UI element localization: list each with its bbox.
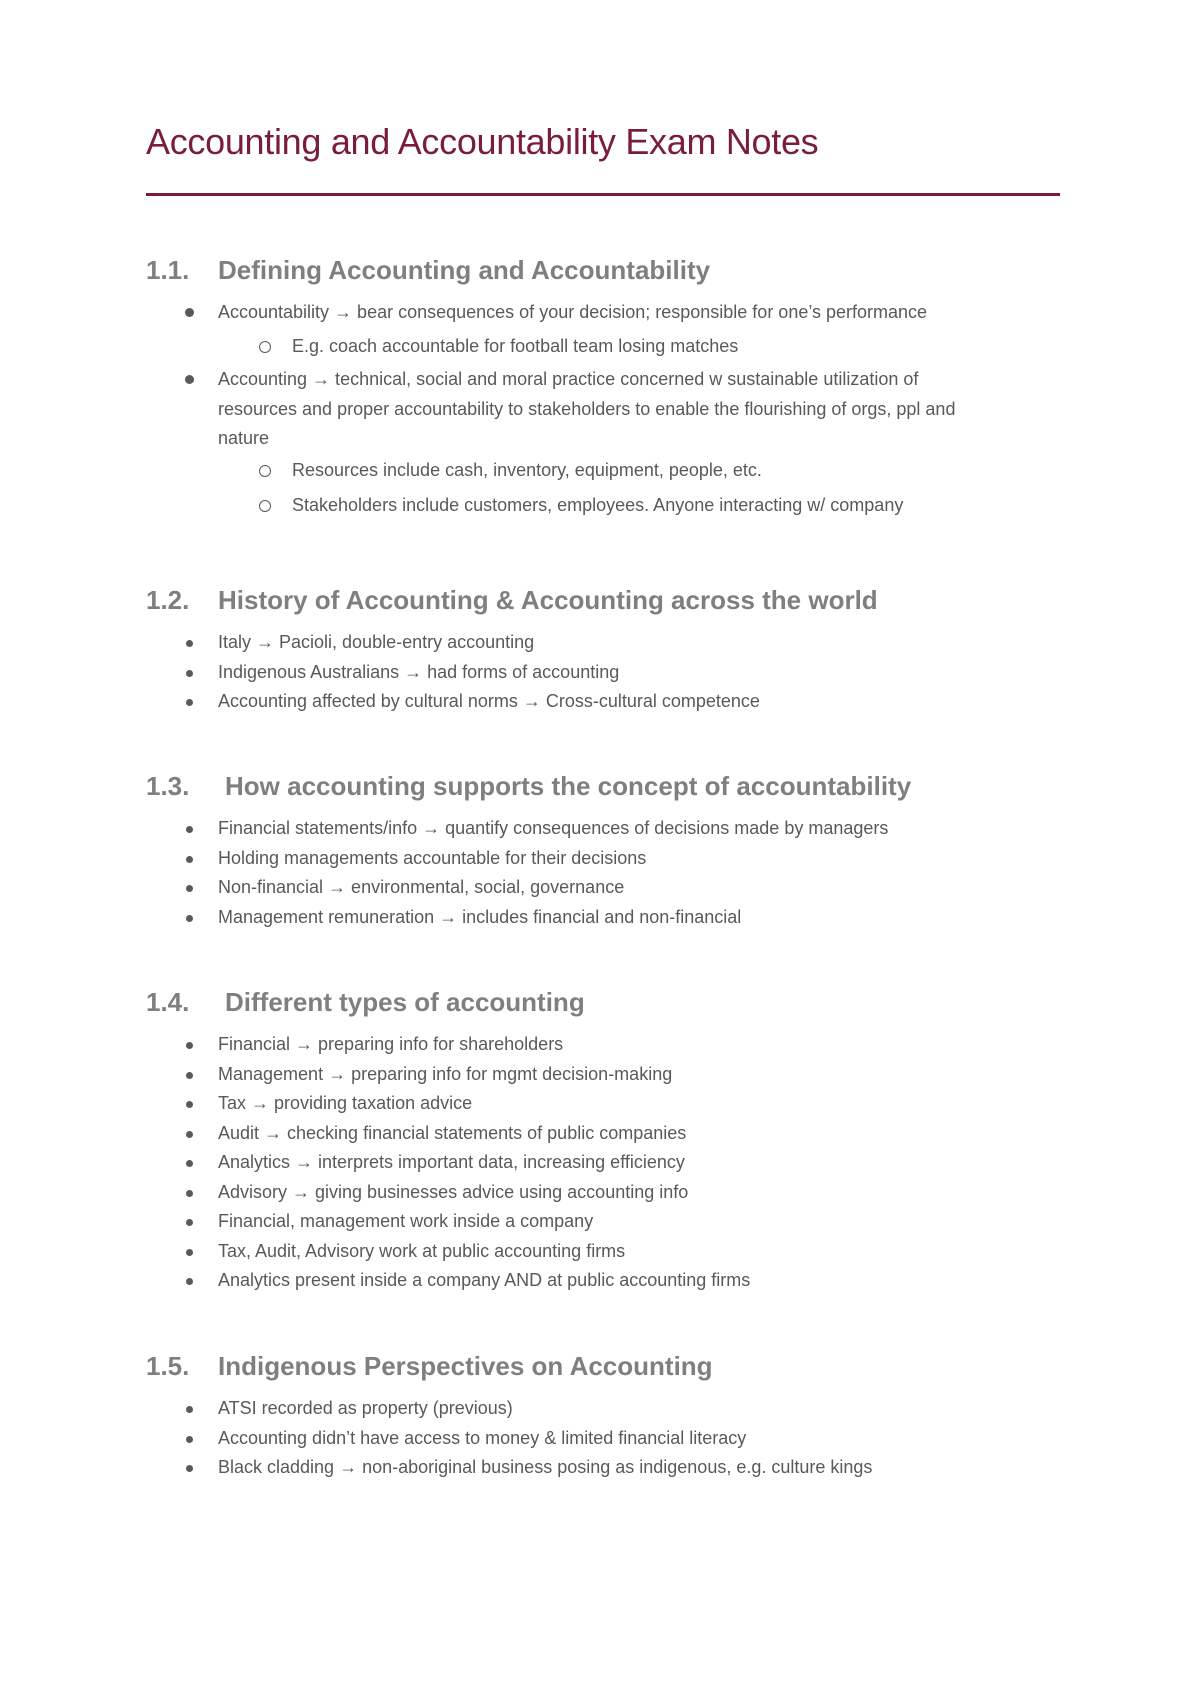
list-item-text: Advisory → giving businesses advice using accounting info [218, 1181, 689, 1202]
list-item [146, 1424, 1060, 1454]
sub-list-item-text: E.g. coach accountable for football team losing matches [292, 335, 739, 356]
list-item-text: Analytics present inside a company AND at public accounting firms [218, 1270, 751, 1290]
sub-list-item-text: Stakeholders include customers, employees. Anyone interacting w/ company [292, 495, 904, 515]
bullet-icon [186, 826, 193, 833]
list-item-text: Accounting affected by cultural norms → Cross-cultural competence [218, 691, 760, 711]
bullet-list [146, 1394, 1060, 1483]
list-item [146, 628, 1060, 658]
bullet-icon [186, 1406, 193, 1413]
bullet-icon [186, 1072, 193, 1079]
section-title: Indigenous Perspectives on Accounting [218, 1351, 713, 1381]
list-item-text: Analytics → interprets important data, increasing efficiency [218, 1152, 685, 1172]
list-item-text: Black cladding → non-aboriginal business posing as indigenous, e.g. culture kings [218, 1457, 873, 1477]
list-item-text: Financial → preparing info for shareholders [218, 1034, 564, 1054]
section-title: Defining Accounting and Accountability [218, 255, 711, 285]
list-item [146, 903, 1060, 933]
section-number: 1.2. [146, 585, 190, 615]
bullet-list [146, 1030, 1060, 1296]
bullet-icon [186, 1219, 193, 1226]
bullet-icon [185, 375, 194, 384]
section-1-3 [146, 769, 1060, 932]
list-item-text: Tax, Audit, Advisory work at public accounting firms [218, 1240, 626, 1261]
bullet-icon [186, 1249, 193, 1256]
bullet-icon [186, 1131, 193, 1138]
section-heading [146, 985, 1060, 1019]
section-1-1 [146, 253, 1060, 521]
bullet-list [146, 298, 1060, 521]
bullet-icon [186, 699, 193, 706]
list-item [146, 365, 1060, 521]
bullet-icon [186, 670, 193, 677]
list-item-text: Audit → checking financial statements of public companies [218, 1122, 687, 1143]
bullet-icon [186, 915, 193, 922]
section-number: 1.1. [146, 255, 190, 285]
sub-bullet-list [146, 332, 1060, 362]
circle-bullet-icon [259, 500, 271, 512]
list-item [146, 1030, 1060, 1060]
section-title: Different types of accounting [225, 987, 585, 1017]
bullet-icon [186, 1042, 193, 1049]
section-1-4 [146, 985, 1060, 1296]
circle-bullet-icon [259, 465, 271, 477]
bullet-icon [186, 1160, 193, 1167]
list-item-text: Indigenous Australians → had forms of accounting [218, 661, 620, 682]
sub-list-item [146, 332, 1060, 362]
section-number: 1.5. [146, 1351, 190, 1381]
list-item-text: Accountability → bear consequences of your decision; responsible for one’s performance [218, 302, 928, 322]
list-item [146, 298, 1060, 361]
list-item-text: Accounting → technical, social and moral practice concerned w sustainable utilization of resources and proper accountability to stakeholders to enable the flourishing of orgs, ppl and nature [218, 369, 956, 448]
list-item [146, 658, 1060, 688]
section-number: 1.4. [146, 987, 190, 1017]
list-item [146, 1178, 1060, 1208]
list-item [146, 1453, 1060, 1483]
bullet-icon [186, 1101, 193, 1108]
bullet-icon [185, 308, 194, 317]
bullet-icon [186, 1436, 193, 1443]
bullet-icon [186, 856, 193, 863]
bullet-icon [186, 1278, 193, 1285]
list-item [146, 1266, 1060, 1296]
section-heading [146, 253, 1060, 287]
list-item-text: Accounting didn’t have access to money & limited financial literacy [218, 1427, 747, 1448]
list-item [146, 1394, 1060, 1424]
bullet-icon [186, 1190, 193, 1197]
title-underline [146, 193, 1060, 196]
section-1-2 [146, 583, 1060, 717]
section-heading [146, 1349, 1060, 1383]
section-title: How accounting supports the concept of accountability [225, 771, 912, 801]
section-title: History of Accounting & Accounting across the world [218, 585, 878, 615]
list-item [146, 1060, 1060, 1090]
section-1-5 [146, 1349, 1060, 1483]
bullet-list [146, 814, 1060, 932]
section-heading [146, 769, 1060, 803]
list-item [146, 687, 1060, 717]
list-item-text: Management remuneration → includes financial and non-financial [218, 906, 742, 927]
list-item [146, 1148, 1060, 1178]
list-item-text: Tax → providing taxation advice [218, 1093, 473, 1113]
list-item [146, 1119, 1060, 1149]
sub-list-item-text: Resources include cash, inventory, equipment, people, etc. [292, 459, 762, 480]
sub-list-item [146, 491, 1060, 521]
list-item [146, 844, 1060, 874]
list-item-text: ATSI recorded as property (previous) [218, 1398, 513, 1418]
list-item [146, 1237, 1060, 1267]
list-item [146, 873, 1060, 903]
bullet-icon [186, 1465, 193, 1472]
list-item [146, 1089, 1060, 1119]
section-number: 1.3. [146, 771, 190, 801]
circle-bullet-icon [259, 341, 271, 353]
list-item-text: Management → preparing info for mgmt decision-making [218, 1063, 673, 1084]
bullet-icon [186, 640, 193, 647]
list-item [146, 814, 1060, 844]
list-item-text: Financial, management work inside a company [218, 1211, 594, 1231]
list-item-text: Non-financial → environmental, social, governance [218, 877, 625, 897]
list-item [146, 1207, 1060, 1237]
list-item-text: Italy → Pacioli, double-entry accounting [218, 632, 535, 652]
bullet-list [146, 628, 1060, 717]
list-item-text: Holding managements accountable for their decisions [218, 847, 647, 868]
section-heading [146, 583, 1060, 617]
list-item-text: Financial statements/info → quantify consequences of decisions made by managers [218, 818, 889, 838]
document-title: Accounting and Accountability Exam Notes [146, 121, 819, 162]
sub-list-item [146, 456, 1060, 486]
sub-bullet-list [146, 456, 1060, 521]
bullet-icon [186, 885, 193, 892]
